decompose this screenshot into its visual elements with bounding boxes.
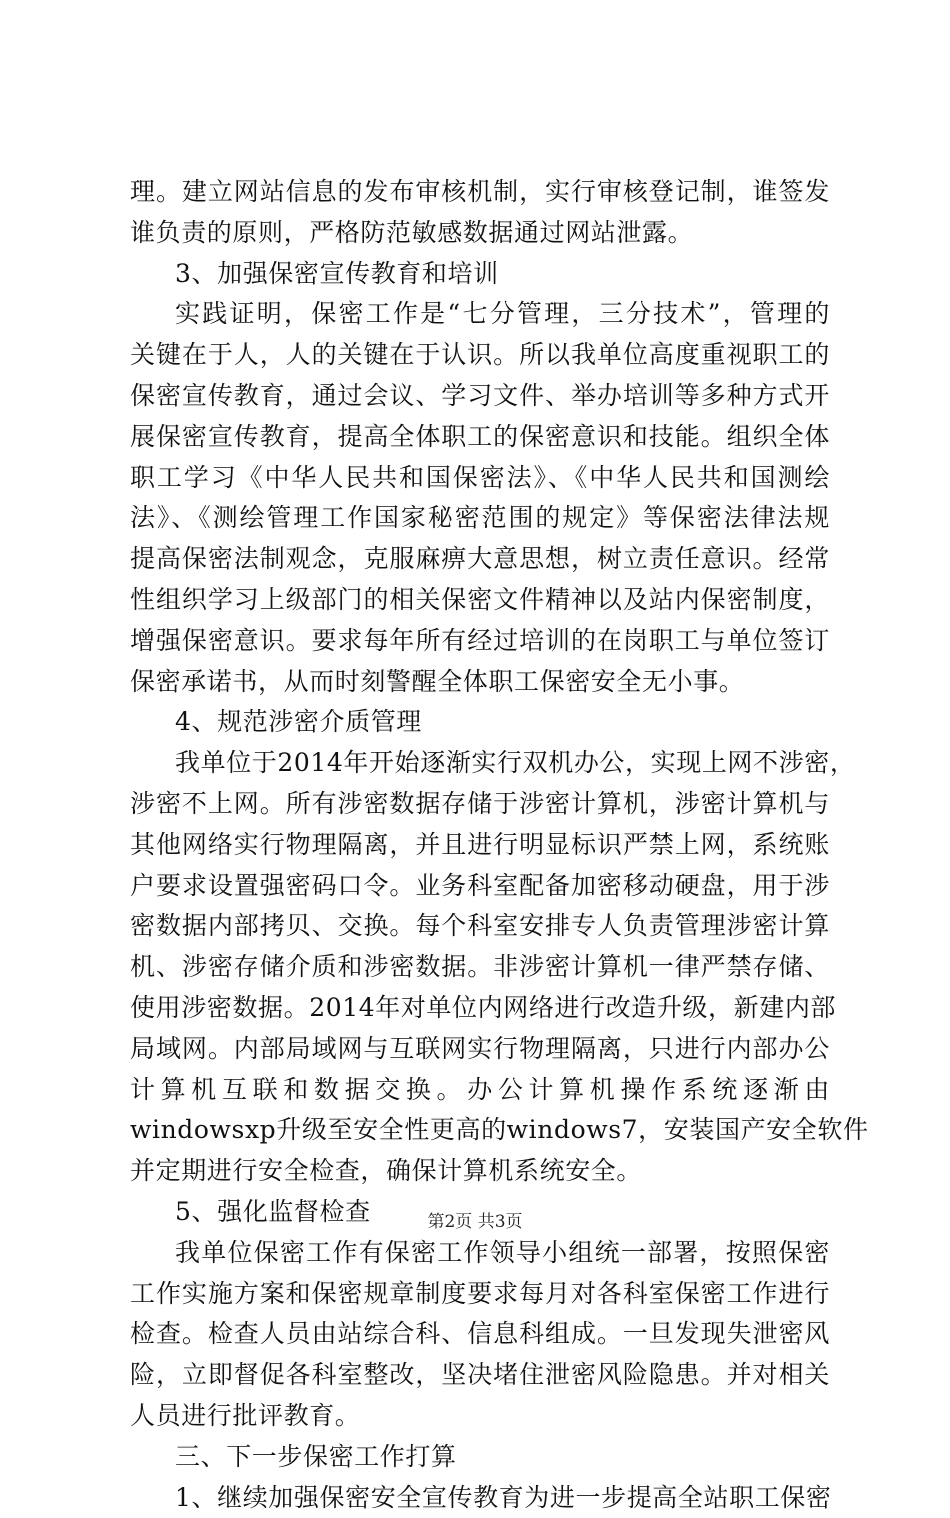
section-heading: 4、规范涉密介质管理 bbox=[130, 702, 830, 743]
text-line: 机、涉密存储介质和涉密数据。非涉密计算机一律严禁存储、 bbox=[130, 947, 830, 988]
text-line: 保密承诺书，从而时刻警醒全体职工保密安全无小事。 bbox=[130, 662, 830, 703]
text-line: 局域网。内部局域网与互联网实行物理隔离，只进行内部办公 bbox=[130, 1029, 830, 1070]
text-line: 职工学习《中华人民共和国保密法》、《中华人民共和国测绘 bbox=[130, 458, 830, 499]
section-heading: 三、下一步保密工作打算 bbox=[130, 1437, 830, 1478]
text-line: 1、继续加强保密安全宣传教育为进一步提高全站职工保密 bbox=[130, 1478, 830, 1518]
text-line: 密数据内部拷贝、交换。每个科室安排专人负责管理涉密计算 bbox=[130, 906, 830, 947]
text-line: 人员进行批评教育。 bbox=[130, 1396, 830, 1437]
text-line: 性组织学习上级部门的相关保密文件精神以及站内保密制度， bbox=[130, 580, 830, 621]
text-line: 保密宣传教育，通过会议、学习文件、举办培训等多种方式开 bbox=[130, 376, 830, 417]
text-line: 我单位于2014年开始逐渐实行双机办公，实现上网不涉密， bbox=[130, 743, 830, 784]
text-line: 险，立即督促各科室整改，坚决堵住泄密风险隐患。并对相关 bbox=[130, 1355, 830, 1396]
text-line: 关键在于人，人的关键在于认识。所以我单位高度重视职工的 bbox=[130, 335, 830, 376]
text-line: 计算机互联和数据交换。办公计算机操作系统逐渐由 bbox=[130, 1070, 830, 1111]
text-line: 展保密宣传教育，提高全体职工的保密意识和技能。组织全体 bbox=[130, 417, 830, 458]
text-line: 我单位保密工作有保密工作领导小组统一部署，按照保密 bbox=[130, 1233, 830, 1274]
section-heading: 5、强化监督检查 bbox=[130, 1192, 830, 1233]
text-line: 提高保密法制观念，克服麻痹大意思想，树立责任意识。经常 bbox=[130, 539, 830, 580]
text-line: 使用涉密数据。2014年对单位内网络进行改造升级，新建内部 bbox=[130, 988, 830, 1029]
text-line: 法》、《测绘管理工作国家秘密范围的规定》等保密法律法规 bbox=[130, 498, 830, 539]
section-heading: 3、加强保密宣传教育和培训 bbox=[130, 254, 830, 295]
text-line: 其他网络实行物理隔离，并且进行明显标识严禁上网，系统账 bbox=[130, 825, 830, 866]
text-line: 谁负责的原则，严格防范敏感数据通过网站泄露。 bbox=[130, 213, 830, 254]
text-line: 检查。检查人员由站综合科、信息科组成。一旦发现失泄密风 bbox=[130, 1314, 830, 1355]
text-line: 户要求设置强密码口令。业务科室配备加密移动硬盘，用于涉 bbox=[130, 866, 830, 907]
text-line: 理。建立网站信息的发布审核机制，实行审核登记制，谁签发 bbox=[130, 172, 830, 213]
text-line: 并定期进行安全检查，确保计算机系统安全。 bbox=[130, 1151, 830, 1192]
document-body bbox=[130, 172, 830, 1518]
text-line: 增强保密意识。要求每年所有经过培训的在岗职工与单位签订 bbox=[130, 621, 830, 662]
text-line: 实践证明，保密工作是“七分管理，三分技术”，管理的 bbox=[130, 294, 830, 335]
text-line: windowsxp升级至安全性更高的windows7，安装国产安全软件 bbox=[130, 1110, 830, 1151]
text-line: 工作实施方案和保密规章制度要求每月对各科室保密工作进行 bbox=[130, 1274, 830, 1315]
text-line: 涉密不上网。所有涉密数据存储于涉密计算机，涉密计算机与 bbox=[130, 784, 830, 825]
page-footer: 第2页 共3页 bbox=[0, 1210, 950, 1234]
